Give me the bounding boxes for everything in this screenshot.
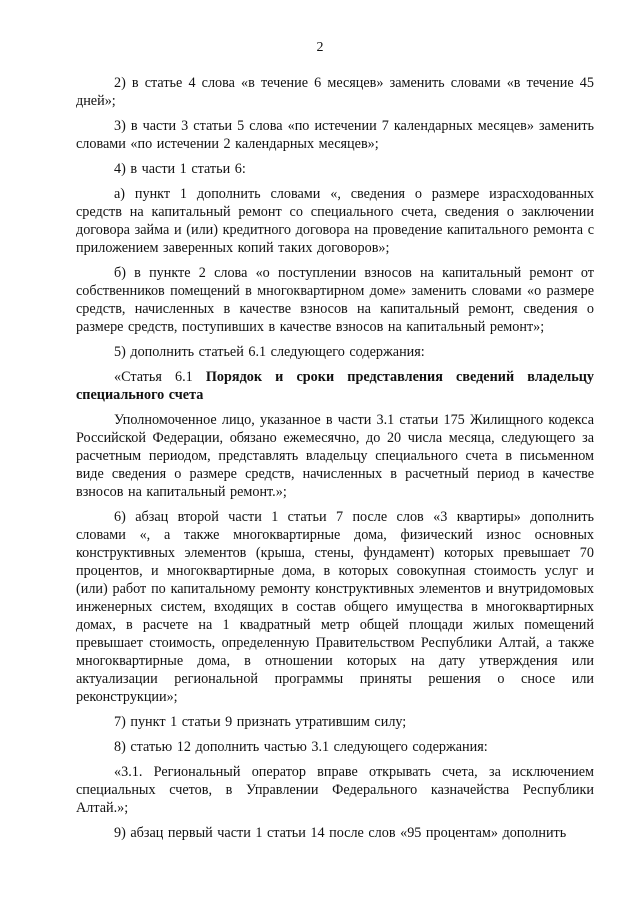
article-prefix: «Статья 6.1 bbox=[114, 369, 206, 385]
page-number: 2 bbox=[316, 40, 324, 55]
subparagraph-b: б) в пункте 2 слова «о поступлении взносов на капитальный ремонт от собственников помещений в многоквартирном доме» заменить словами «о размере средств, начисленных в качестве взносов на капитальный ремонт, сведения о размере средств, поступивших в качестве взносов на капитальный ремонт»; bbox=[76, 265, 594, 335]
paragraph-7-article-9: 7) пункт 1 статьи 9 признать утратившим силу; bbox=[114, 714, 407, 730]
paragraph-3-article-5: 3) в части 3 статьи 5 слова «по истечении 7 календарных месяцев» заменить словами «по истечении 2 календарных месяцев»; bbox=[76, 118, 594, 152]
paragraph-2-article-4: 2) в статье 4 слова «в течение 6 месяцев» заменить словами «в течение 45 дней»; bbox=[76, 75, 594, 109]
document-body bbox=[76, 74, 594, 849]
article-heading bbox=[76, 368, 594, 404]
subparagraph-a: а) пункт 1 дополнить словами «, сведения о размере израсходованных средств на капитальный ремонт со специального счета, сведения о заключении договора займа и (или) кредитного договора на проведение капитального ремонта с приложением заверенных копий таких договоров»; bbox=[76, 186, 594, 256]
paragraph-4-article-6: 4) в части 1 статьи 6: bbox=[114, 161, 246, 177]
paragraph-9-article-14: 9) абзац первый части 1 статьи 14 после слов «95 процентам» дополнить bbox=[114, 825, 567, 841]
paragraph-6-article-7: 6) абзац второй части 1 статьи 7 после слов «3 квартиры» дополнить словами «, а также многоквартирные дома, физический износ основных конструктивных элементов (крыша, стены, фундамент) которых превышает 70 процентов, и многоквартирные дома, в которых совокупная стоимость услуг и (или) работ по капитальному ремонту конструктивных элементов и внутридомовых инженерных систем, входящих в состав общего имущества в многоквартирных домах, в расчете на 1 квадратный метр общей площади жилых помещений превышает стоимость, определенную Правительством Республики Алтай, а также многоквартирные дома, в отношении которых на дату утверждения или актуализации региональной программы приняты решения о сносе или реконструкции»; bbox=[76, 509, 594, 705]
article-title: Порядок и сроки представления сведений владельцу специального счета bbox=[76, 369, 594, 403]
clause-3-1: «3.1. Региональный оператор вправе открывать счета, за исключением специальных счетов, в Управлении Федерального казначейства Республики Алтай.»; bbox=[76, 764, 594, 816]
article-body: Уполномоченное лицо, указанное в части 3.1 статьи 175 Жилищного кодекса Российской Федерации, обязано ежемесячно, до 20 числа месяца, следующего за расчетным периодом, представлять владельцу специального счета в письменном виде сведения о размере средств, начисленных в расчетный период в качестве взносов на капитальный ремонт.»; bbox=[76, 412, 594, 500]
paragraph-5-add-article: 5) дополнить статьей 6.1 следующего содержания: bbox=[114, 344, 425, 360]
paragraph-8-article-12: 8) статью 12 дополнить частью 3.1 следующего содержания: bbox=[114, 739, 488, 755]
